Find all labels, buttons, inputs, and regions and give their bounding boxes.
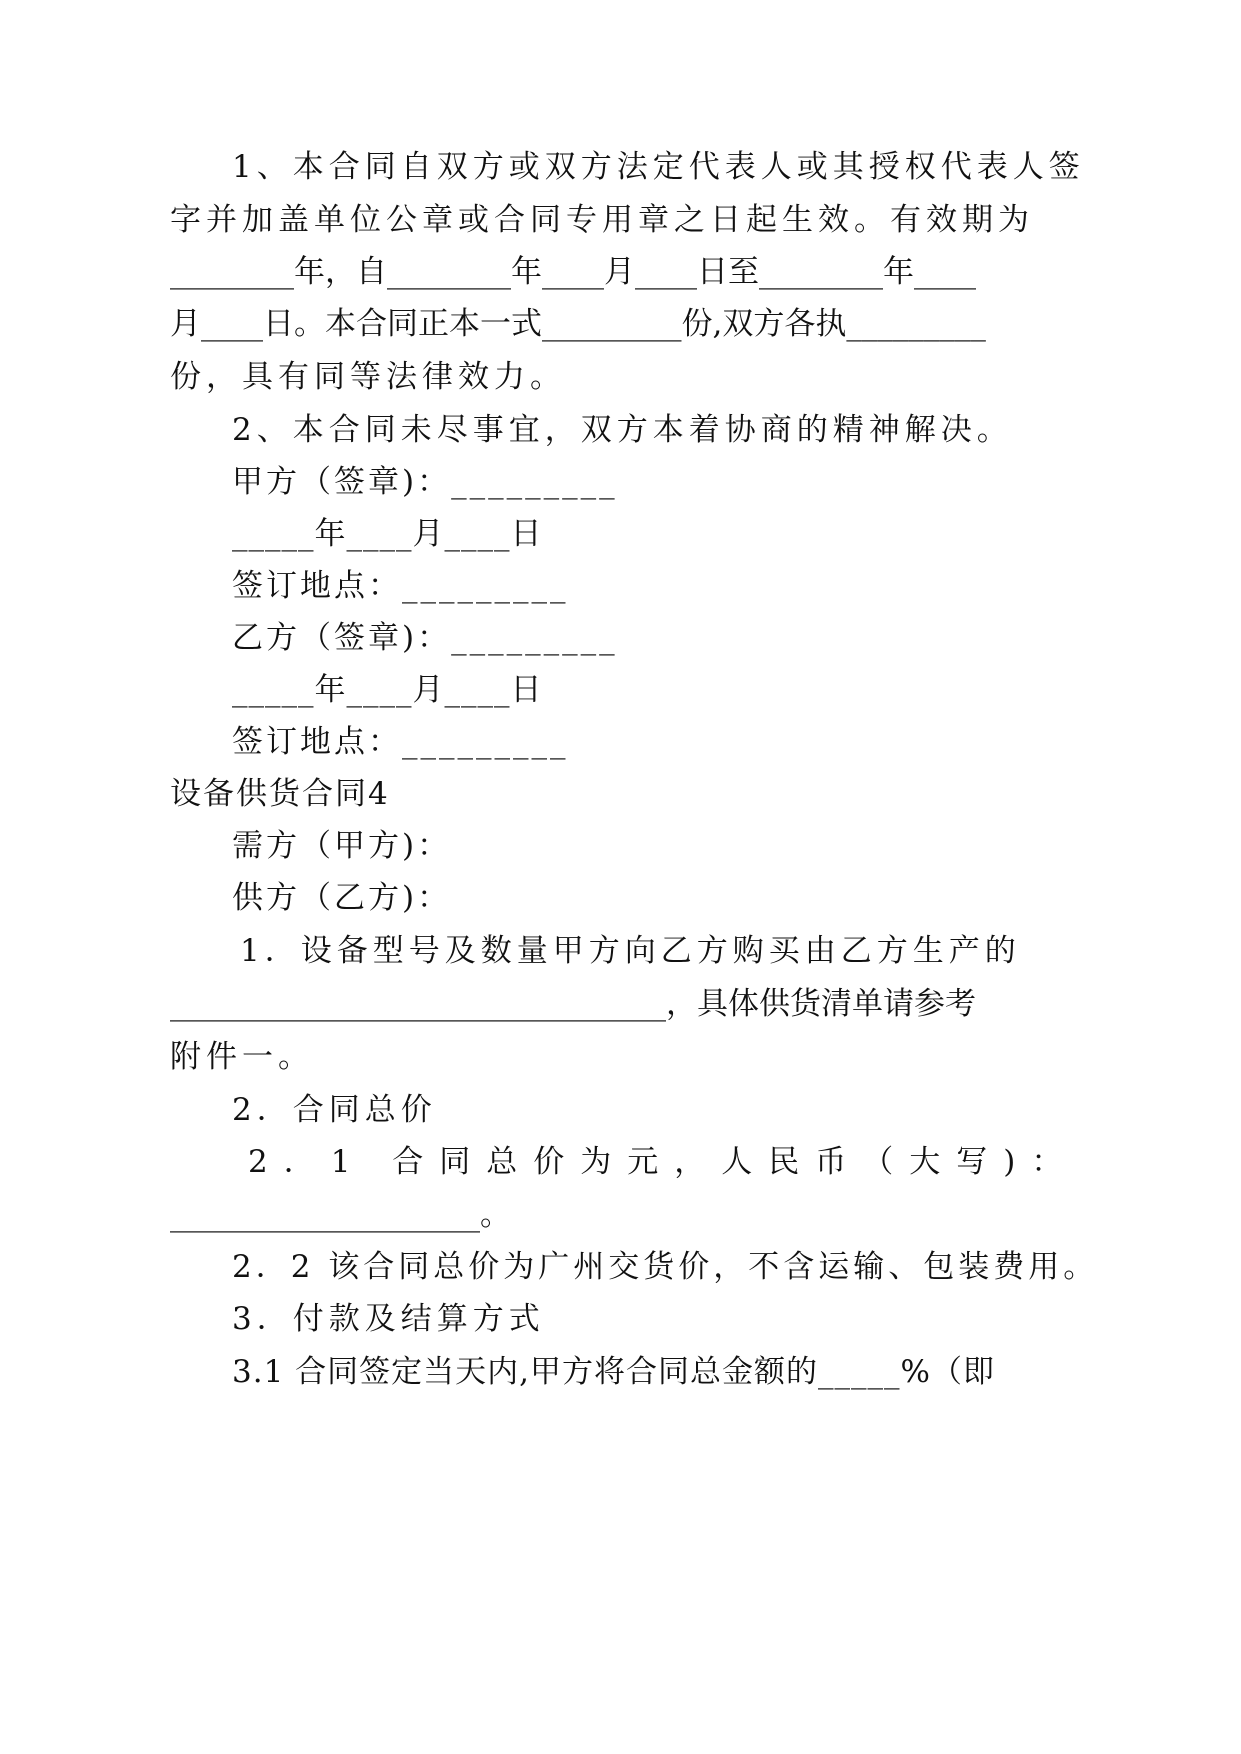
clause-2-2: 2．2 该合同总价为广州交货价，不含运输、包装费用。	[232, 1249, 1099, 1285]
party-b-signature: 乙方（签章)：_________	[232, 620, 618, 656]
paragraph-1-line-5: 份，具有同等法律效力。	[170, 359, 566, 395]
clause-3-heading: 3．付款及结算方式	[232, 1301, 545, 1337]
party-b-date: _____年____月____日	[232, 672, 543, 708]
party-b-place: 签订地点：_________	[232, 724, 569, 760]
clause-1-line-1: 1．设备型号及数量甲方向乙方购买由乙方生产的	[240, 933, 1021, 969]
paragraph-2: 2、本合同未尽事宜，双方本着协商的精神解决。	[232, 412, 1013, 448]
clause-1-line-2: ________________________________，具体供货清单请参考	[170, 986, 976, 1022]
contract-4-title: 设备供货合同4	[170, 776, 390, 812]
clause-3-1: 3.1 合同签定当天内,甲方将合同总金额的_____%（即	[232, 1354, 995, 1390]
party-a-date: _____年____月____日	[232, 516, 543, 552]
buyer-label: 需方（甲方)：	[232, 828, 452, 864]
paragraph-1-line-2: 字并加盖单位公章或合同专用章之日起生效。有效期为	[170, 202, 1034, 238]
clause-2-1-line-1: 2．1 合同总价为元，人民币（大写)：	[248, 1144, 1079, 1180]
clause-1-line-3: 附件一。	[170, 1039, 314, 1075]
clause-2-heading: 2．合同总价	[232, 1092, 437, 1128]
clause-2-1-line-2: ____________________。	[170, 1197, 511, 1233]
paragraph-1-line-4: 月____日。本合同正本一式_________份,双方各执_________	[170, 306, 986, 342]
paragraph-1-line-3: ________年，自________年____月____日至________年____	[170, 254, 976, 290]
paragraph-1-line-1: 1、本合同自双方或双方法定代表人或其授权代表人签	[232, 149, 1085, 185]
party-a-signature: 甲方（签章)：_________	[232, 464, 618, 500]
supplier-label: 供方（乙方)：	[232, 880, 452, 916]
party-a-place: 签订地点：_________	[232, 568, 569, 604]
